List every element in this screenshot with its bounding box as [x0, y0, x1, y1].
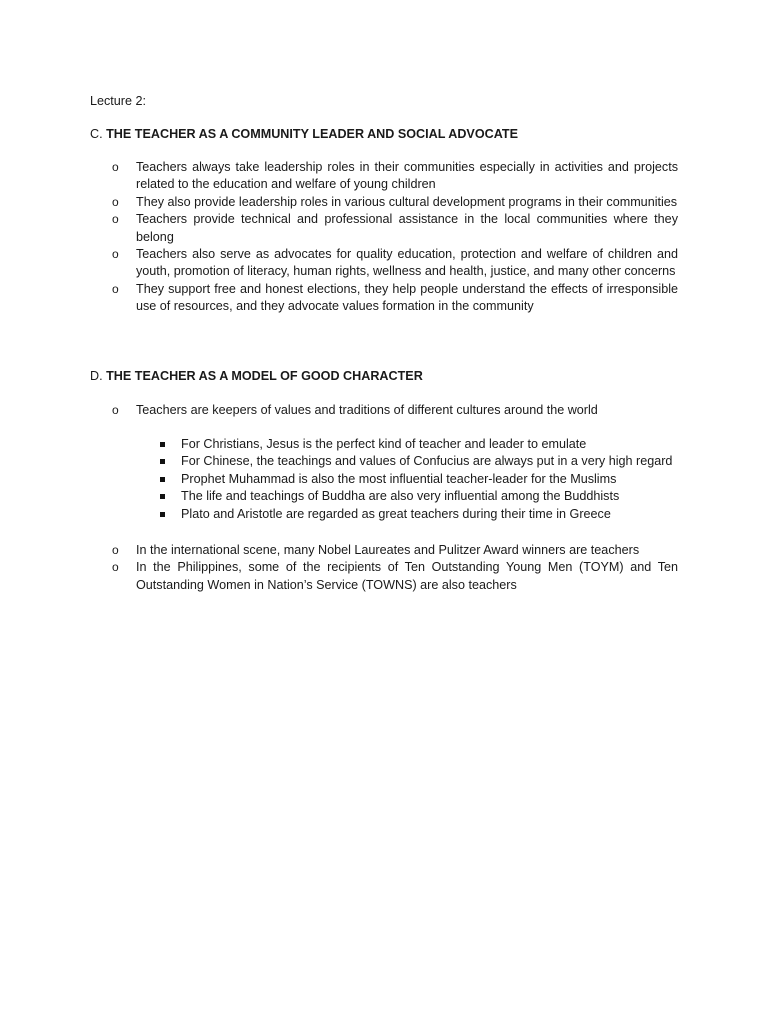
list-item-text: They support free and honest elections, they help people understand the effects of irresponsible use of resources, and they advocate values formation in the community [136, 281, 678, 314]
list-item-text: Teachers also serve as advocates for quality education, protection and welfare of children and youth, promotion of literacy, human rights, wellness and health, justice, and many other concerns [136, 247, 678, 279]
square-bullet-icon [160, 442, 165, 447]
list-item [112, 211, 678, 246]
section-d-heading [90, 368, 678, 385]
sub-list-item [181, 506, 678, 523]
list-item-text: Teachers are keepers of values and traditions of different cultures around the world [136, 403, 598, 417]
sub-list-item-text: Plato and Aristotle are regarded as great teachers during their time in Greece [181, 506, 611, 521]
square-bullet-icon [160, 459, 165, 464]
list-item-text: Teachers always take leadership roles in their communities especially in activities and projects related to the education and welfare of young children [136, 160, 678, 192]
sub-list-item [181, 488, 678, 505]
list-item [112, 281, 678, 316]
list-item [112, 542, 678, 559]
circle-bullet-icon: o [112, 560, 119, 575]
section-d-list-top [112, 402, 678, 419]
circle-bullet-icon: o [112, 543, 119, 557]
list-item-text: Teachers provide technical and professional assistance in the local communities where they belong [136, 212, 678, 244]
sub-list-item [181, 436, 678, 453]
sub-list-item-text: Prophet Muhammad is also the most influential teacher-leader for the Muslims [181, 471, 617, 486]
circle-bullet-icon: o [112, 212, 119, 227]
circle-bullet-icon: o [112, 160, 119, 174]
list-item [112, 159, 678, 194]
section-d-list-bottom [112, 542, 678, 594]
sub-list-item [181, 453, 678, 470]
square-bullet-icon [160, 494, 165, 499]
section-d-title: THE TEACHER AS A MODEL OF GOOD CHARACTER [106, 369, 423, 383]
sub-list-item-text: For Christians, Jesus is the perfect kind of teacher and leader to emulate [181, 437, 587, 451]
circle-bullet-icon: o [112, 247, 119, 262]
lecture-label: Lecture 2: [90, 94, 147, 108]
list-item [112, 194, 678, 211]
list-item [112, 246, 678, 281]
list-item [112, 402, 678, 419]
section-c-list [112, 159, 678, 316]
list-item-text: They also provide leadership roles in various cultural development programs in their communities [136, 194, 678, 209]
square-bullet-icon [160, 512, 165, 517]
sub-list-item-text: The life and teachings of Buddha are also very influential among the Buddhists [181, 489, 620, 504]
section-c-prefix: C. [90, 127, 103, 141]
circle-bullet-icon: o [112, 194, 119, 209]
circle-bullet-icon: o [112, 281, 119, 296]
sub-list-item-text: For Chinese, the teachings and values of Confucius are always put in a very high regard [181, 454, 673, 469]
sub-list-item [181, 471, 678, 488]
square-bullet-icon [160, 477, 165, 482]
section-d-sublist [181, 436, 678, 523]
section-c-title: THE TEACHER AS A COMMUNITY LEADER AND SOCIAL ADVOCATE [106, 127, 518, 141]
list-item-text: In the Philippines, some of the recipients of Ten Outstanding Young Men (TOYM) and Ten Outstanding Women in Nation’s Service (TOWNS) are also teachers [136, 560, 678, 592]
section-c-heading [90, 126, 678, 143]
circle-bullet-icon: o [112, 403, 119, 417]
section-d-prefix: D. [90, 369, 103, 383]
list-item-text: In the international scene, many Nobel Laureates and Pulitzer Award winners are teachers [136, 543, 640, 557]
list-item [112, 559, 678, 594]
